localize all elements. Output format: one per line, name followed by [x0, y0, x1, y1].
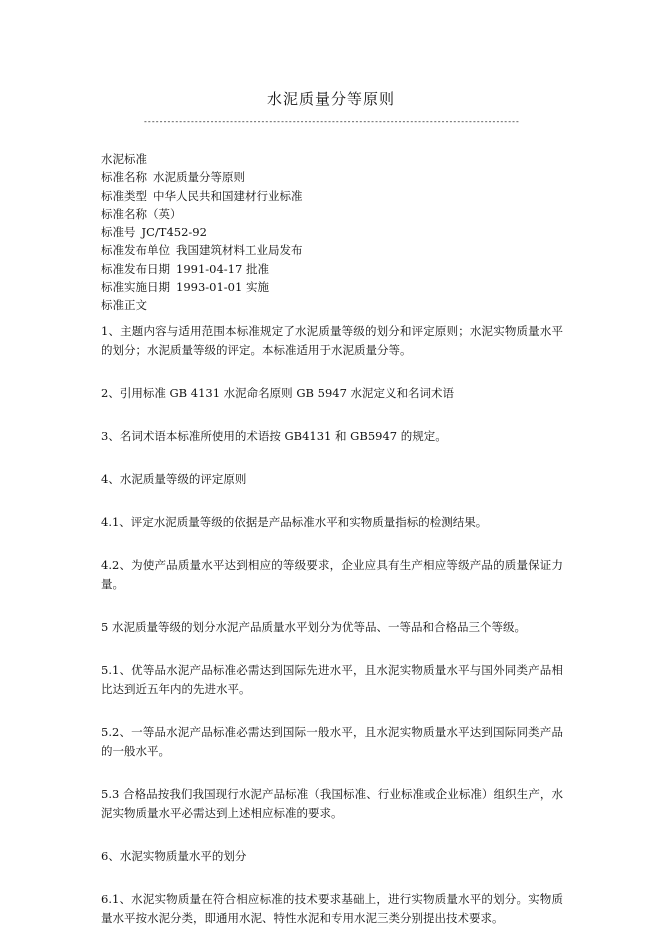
meta-value: 水泥质量分等原则	[153, 170, 245, 185]
meta-key: 标准实施日期	[101, 280, 170, 295]
standard-body	[101, 322, 563, 952]
title-divider: ------------------------------------------------------------------------------------------------	[143, 117, 519, 126]
document-title: 水泥质量分等原则	[266, 90, 395, 108]
standard-metadata	[101, 150, 581, 315]
body-heading: 标准正文	[101, 298, 147, 313]
meta-key: 标准发布日期	[101, 261, 170, 276]
paragraph-6-1: 6.1、水泥实物质量在符合相应标准的技术要求基础上，进行实物质量水平的划分。实物质量水平按水泥分类，即通用水泥、特性水泥和专用水泥三类分别提出技术要求。	[101, 892, 563, 925]
paragraph-4-1: 4.1、评定水泥质量等级的依据是产品标准水平和实物质量指标的检测结果。	[101, 515, 488, 529]
meta-key: 标准类型	[101, 188, 147, 203]
paragraph-terms: 3、名词术语本标准所使用的术语按 GB4131 和 GB5947 的规定。	[101, 429, 447, 443]
meta-value: 中华人民共和国建材行业标准	[153, 188, 303, 203]
meta-field-publisher	[101, 241, 581, 259]
meta-key: 标准名称（英）	[101, 206, 182, 221]
paragraph-section-4: 4、水泥质量等级的评定原则	[101, 472, 247, 486]
standard-category: 水泥标准	[101, 152, 147, 166]
paragraph-scope: 1、主题内容与适用范围本标准规定了水泥质量等级的划分和评定原则；水泥实物质量水平的划分；水泥质量等级的评定。本标准适用于水泥质量分等。	[101, 324, 563, 357]
paragraph-5-3: 5.3 合格品按我们我国现行水泥产品标准（我国标准、行业标准或企业标准）组织生产，水泥实物质量水平必需达到上述相应标准的要求。	[101, 787, 563, 820]
meta-key: 标准名称	[101, 170, 147, 185]
meta-key: 标准发布单位	[101, 243, 170, 258]
paragraph-5-1: 5.1、优等品水泥产品标准必需达到国际先进水平，且水泥实物质量水平与国外同类产品相比达到近五年内的先进水平。	[101, 663, 563, 696]
meta-value: 1991-04-17 批准	[176, 261, 269, 276]
meta-field-name	[101, 168, 581, 186]
meta-field-effective-date	[101, 278, 581, 296]
paragraph-4-2: 4.2、为使产品质量水平达到相应的等级要求，企业应具有生产相应等级产品的质量保证力量。	[101, 558, 563, 591]
meta-value: JC/T452-92	[141, 225, 207, 240]
paragraph-references: 2、引用标准 GB 4131 水泥命名原则 GB 5947 水泥定义和名词术语	[101, 386, 455, 400]
meta-key: 标准号	[101, 225, 136, 240]
meta-field-publish-date	[101, 260, 581, 278]
paragraph-section-6: 6、水泥实物质量水平的划分	[101, 849, 247, 863]
paragraph-5-2: 5.2、一等品水泥产品标准必需达到国际一般水平，且水泥实物质量水平达到国际同类产品的一般水平。	[101, 725, 563, 758]
meta-field-type	[101, 187, 581, 205]
meta-field-number	[101, 223, 581, 241]
meta-field-english-name	[101, 205, 581, 223]
meta-value: 我国建筑材料工业局发布	[176, 243, 303, 258]
paragraph-section-5: 5 水泥质量等级的划分水泥产品质量水平划分为优等品、一等品和合格品三个等级。	[101, 620, 526, 634]
meta-value: 1993-01-01 实施	[176, 280, 269, 295]
